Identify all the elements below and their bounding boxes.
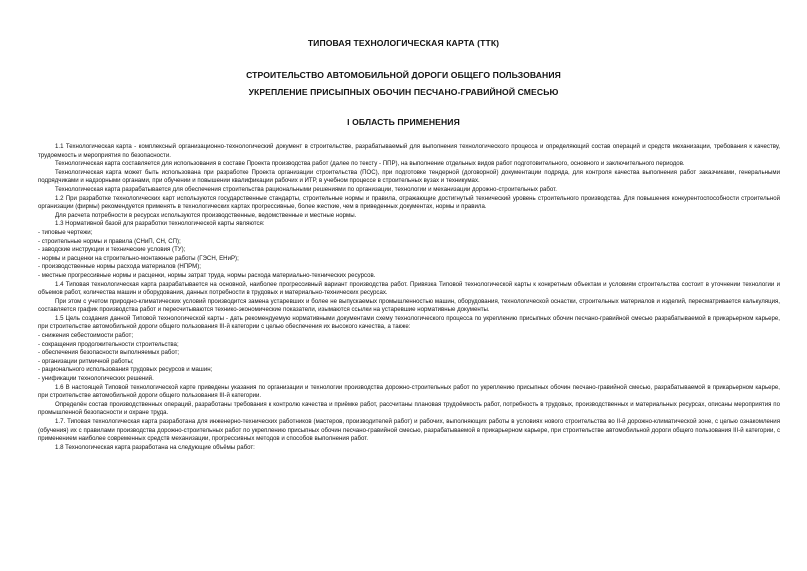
list-item: - организации ритмичной работы; — [38, 357, 134, 365]
paragraph: Для расчета потребности в ресурсах используются производственные, ведомственные и местные нормы. — [55, 211, 357, 219]
paragraph: 1.1 Технологическая карта - комплексный организационно-технологический документ в строительстве, разрабатываемый для выполнения технологического процесса и определяющий состав операций и средств механизации, требования к качеству, трудоемкость и мероприятия по безопасности. — [38, 143, 780, 159]
paragraph: 1.6 В настоящей Типовой технологической карте приведены указания по организации и технологии производства дорожно-строительных работ по укреплению присыпных обочин песчано-гравийной смесью, разрабатываемой в прикарьерном карьере, при строительстве автомобильной дороги общего пользования III-й категории. — [38, 383, 780, 400]
list-item: - производственные нормы расхода материалов (НПРМ); — [38, 263, 201, 271]
list-item: - снижения себестоимости работ; — [38, 332, 134, 340]
list-item: - нормы и расценки на строительно-монтажные работы (ГЭСН, ЕНиР); — [38, 254, 239, 262]
paragraph: Технологическая карта разрабатывается для обеспечения строительства рациональными решениями по организации, технологии и механизации дорожно-строительных работ. — [55, 185, 557, 193]
section-heading: I ОБЛАСТЬ ПРИМЕНЕНИЯ — [347, 117, 460, 127]
list-item: - обеспечения безопасности выполняемых работ; — [38, 349, 180, 357]
paragraph: 1.8 Технологическая карта разработана на следующие объёмы работ: — [55, 443, 255, 451]
paragraph: Технологическая карта может быть использована при разработке Проекта организации строительства (ПОС), при подготовке тендерной (договорной) документации подряда, для контроля качества выполнения работ заказчиками, генеральными подрядчиками и надзорными органами, при обучении и повышении квалификации рабочих и ИТР, в учебном процессе в строительных вузах и техникумах. — [38, 168, 780, 185]
paragraph: Определён состав производственных операций, разработаны требования к контролю качества и приёмке работ, рассчитаны плановая трудоёмкость работ, потребность в трудовых, производственных и материальных ресурсах, описаны мероприятия по промышленной безопасности и охране труда. — [38, 400, 780, 417]
paragraph: 1.5 Цель создания данной Типовой технологической карты - дать рекомендуемую нормативными документами схему технологического процесса по укреплению присыпных обочин песчано-гравийной смесью разрабатываемой в прикарьерном карьере, при строительстве автомобильной дороги общего пользования III-й категории с целью обеспечения их высокого качества, а также: — [38, 314, 780, 331]
list-item: - местные прогрессивные нормы и расценки, нормы затрат труда, нормы расхода материально-технических ресурсов. — [38, 271, 376, 279]
list-item: - сокращения продолжительности строительства; — [38, 340, 179, 348]
document-subtitle-2: УКРЕПЛЕНИЕ ПРИСЫПНЫХ ОБОЧИН ПЕСЧАНО-ГРАВИЙНОЙ СМЕСЬЮ — [248, 87, 559, 97]
document-subtitle: СТРОИТЕЛЬСТВО АВТОМОБИЛЬНОЙ ДОРОГИ ОБЩЕГО ПОЛЬЗОВАНИЯ — [246, 70, 561, 80]
paragraph: 1.3 Нормативной базой для разработки технологической карты являются: — [55, 220, 265, 228]
document-body — [38, 143, 780, 452]
list-item: - строительные нормы и правила (СНиП, СН, СП); — [38, 237, 181, 245]
list-item: - заводские инструкции и технические условия (ТУ); — [38, 246, 186, 254]
document-title: ТИПОВАЯ ТЕХНОЛОГИЧЕСКАЯ КАРТА (ТТК) — [307, 38, 500, 48]
list-item: - унификации технологических решений. — [38, 375, 154, 383]
paragraph: При этом с учетом природно-климатических условий производится замена устаревших и более не выпускаемых промышленностью машин, оборудования, технологической оснастки, строительных материалов и изделий, пересматривается калькуляция, составляется график производства работ и пересчитываются технико-экономические показатели, изымаются ссылки на устаревшие нормативные документы. — [38, 297, 780, 314]
paragraph: Технологическая карта составляется для использования в составе Проекта производства работ (далее по тексту - ППР), на выполнение отдельных видов работ подготовительного, основного и заключительного периодов. — [55, 160, 685, 168]
paragraph: 1.7. Типовая технологическая карта разработана для инженерно-технических работников (мастеров, производителей работ) и рабочих, выполняющих работы в условиях нового строительства во II-й дорожно-климатической зоне, с целью ознакомления (обучения) их с правилами производства дорожно-строительных работ по укреплению присыпных обочин песчано-гравийной смесью, разрабатываемой в прикарьерном карьере, при строительстве автомобильной дороги общего пользования III-й категории, с применением наиболее современных средств механизации, прогрессивных методов и способов выполнения работ. — [38, 418, 780, 443]
paragraph: 1.4 Типовая технологическая карта разрабатывается на основной, наиболее прогрессивный вариант производства работ. Привязка Типовой технологической карты к конкретным объектам и условиям строительства состоит в уточнении технологии и объемов работ, количества машин и оборудования, данных потребности в трудовых и материально-технических ресурсах. — [38, 280, 780, 297]
list-item: - рационального использования трудовых ресурсов и машин; — [38, 366, 213, 374]
list-item: - типовые чертежи; — [38, 228, 93, 236]
paragraph: 1.2 При разработке технологических карт используются государственные стандарты, строительные нормы и правила, отражающие достигнутый технический уровень строительного производства. Для повышения конкурентоспособности строительной организации (фирмы) рекомендуется применять в технологических картах прогрессивные, более жесткие, чем в приведенных документах, нормы и правила. — [38, 194, 780, 211]
